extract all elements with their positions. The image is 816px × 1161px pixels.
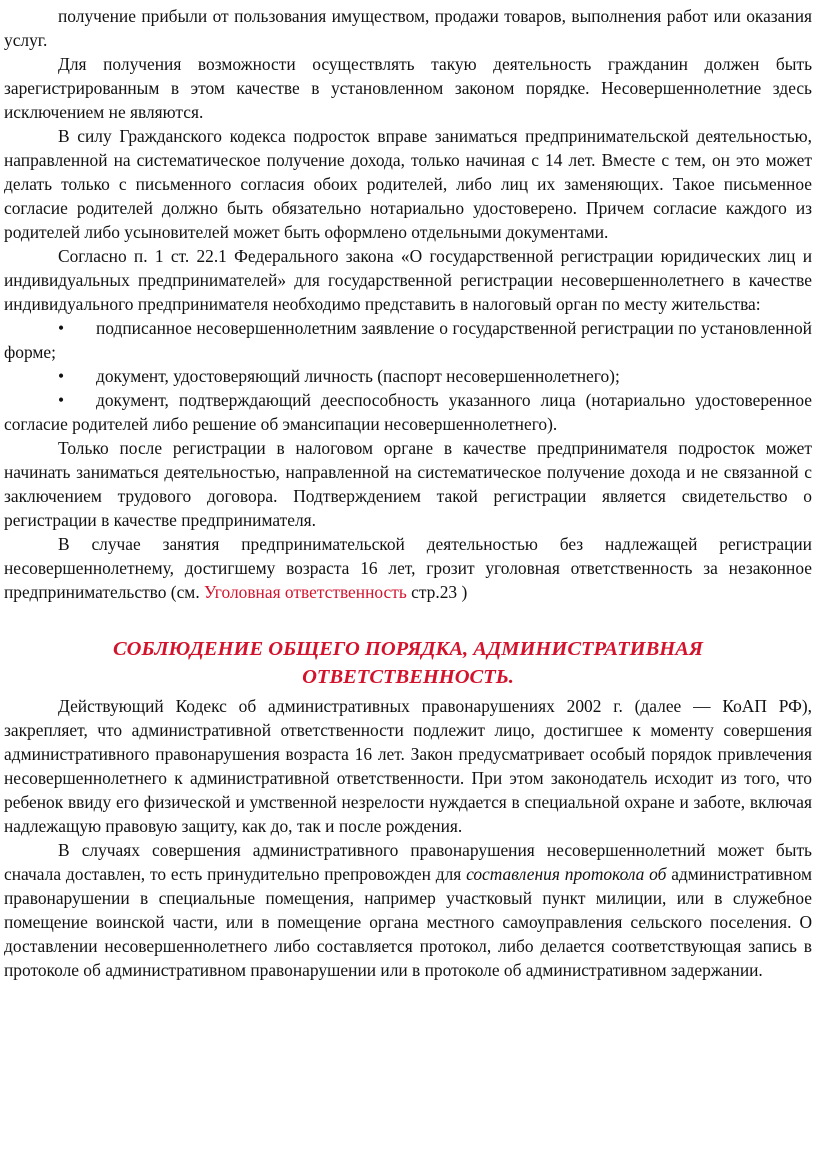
- list-item-text: документ, удостоверяющий личность (паспорт несовершеннолетнего);: [96, 366, 620, 386]
- list-item: [4, 364, 812, 388]
- bullet-marker: •: [58, 318, 65, 338]
- bullet-marker: •: [58, 366, 65, 386]
- bullet-list: [4, 316, 812, 436]
- bullet-marker: •: [58, 390, 65, 410]
- criminal-liability-link[interactable]: Уголовная ответственность: [204, 582, 407, 602]
- detention-text-end: административном правонарушении в специальные помещения, например участковый пункт милиции, или в служебное помещение воинской части, или в помещение органа местного самоуправления сельского поселения. О доставлении несовершеннолетнего либо составляется протокол, либо делается соответствующая запись в протоколе об административном правонарушении или в протоколе об административном задержании.: [4, 864, 812, 980]
- paragraph-criminal-liability: [4, 532, 812, 604]
- section-heading: [4, 635, 812, 691]
- list-item: [4, 388, 812, 436]
- section-heading-line2: ОТВЕТСТВЕННОСТЬ.: [302, 666, 514, 688]
- list-item-text: документ, подтверждающий дееспособность указанного лица (нотариально удостоверенное согласие родителей либо решение об эмансипации несовершеннолетнего).: [4, 390, 812, 434]
- list-item: [4, 316, 812, 364]
- detention-italic-text: составления протокола об: [466, 864, 667, 884]
- paragraph-detention: [4, 838, 812, 982]
- detention-text-start: В случаях совершения административного правонарушения несовершеннолетний может быть сначала доставлен, то есть принудительно препровожден для: [4, 840, 812, 884]
- list-item-text: подписанное несовершеннолетним заявление о государственной регистрации по установленной форме;: [4, 318, 812, 362]
- paragraph-registration-requirement: Для получения возможности осуществлять такую деятельность гражданин должен быть зарегистрированным в этом качестве в установленном законом порядке. Несовершеннолетние здесь исключением не являются.: [4, 54, 812, 122]
- liability-text: В случае занятия предпринимательской деятельностью без надлежащей регистрации несовершеннолетнему, достигшему возраста 16 лет, грозит уголовная ответственность за незаконное предпринимательство (см.: [4, 534, 812, 602]
- section-heading-line1: СОБЛЮДЕНИЕ ОБЩЕГО ПОРЯДКА, АДМИНИСТРАТИВНАЯ: [112, 638, 704, 660]
- paragraph-federal-law: Согласно п. 1 ст. 22.1 Федерального закона «О государственной регистрации юридических лиц и индивидуальных предпринимателей» для государственной регистрации несовершеннолетнего в качестве индивидуального предпринимателя необходимо представить в налоговый орган по месту жительства:: [4, 246, 812, 314]
- paragraph-civil-code: В силу Гражданского кодекса подросток вправе заниматься предпринимательской деятельностью, направленной на систематическое получение дохода, только начиная с 14 лет. Вместе с тем, он это может делать только с письменного согласия обоих родителей, либо лиц их заменяющих. Такое письменное согласие родителей должно быть обязательно нотариально удостоверено. Причем согласие каждого из родителей либо усыновителей может быть оформлено отдельными документами.: [4, 126, 812, 242]
- liability-page-ref: стр.23 ): [406, 582, 468, 602]
- paragraph-koap: Действующий Кодекс об административных правонарушениях 2002 г. (далее — КоАП РФ), закрепляет, что административной ответственности подлежит лицо, достигшее к моменту совершения административного правонарушения возраста 16 лет. Закон предусматривает особый порядок привлечения несовершеннолетнего к административной ответственности. При этом законодатель исходит из того, что ребенок ввиду его физической и умственной незрелости нуждается в специальной охране и заботе, включая надлежащую правовую защиту, как до, так и после рождения.: [4, 696, 812, 836]
- paragraph-profit: получение прибыли от пользования имуществом, продажи товаров, выполнения работ или оказания услуг.: [4, 6, 812, 50]
- paragraph-after-registration: Только после регистрации в налоговом органе в качестве предпринимателя подросток может начинать заниматься деятельностью, направленной на систематическое получение дохода и не связанной с заключением трудового договора. Подтверждением такой регистрации является свидетельство о регистрации в качестве предпринимателя.: [4, 438, 812, 530]
